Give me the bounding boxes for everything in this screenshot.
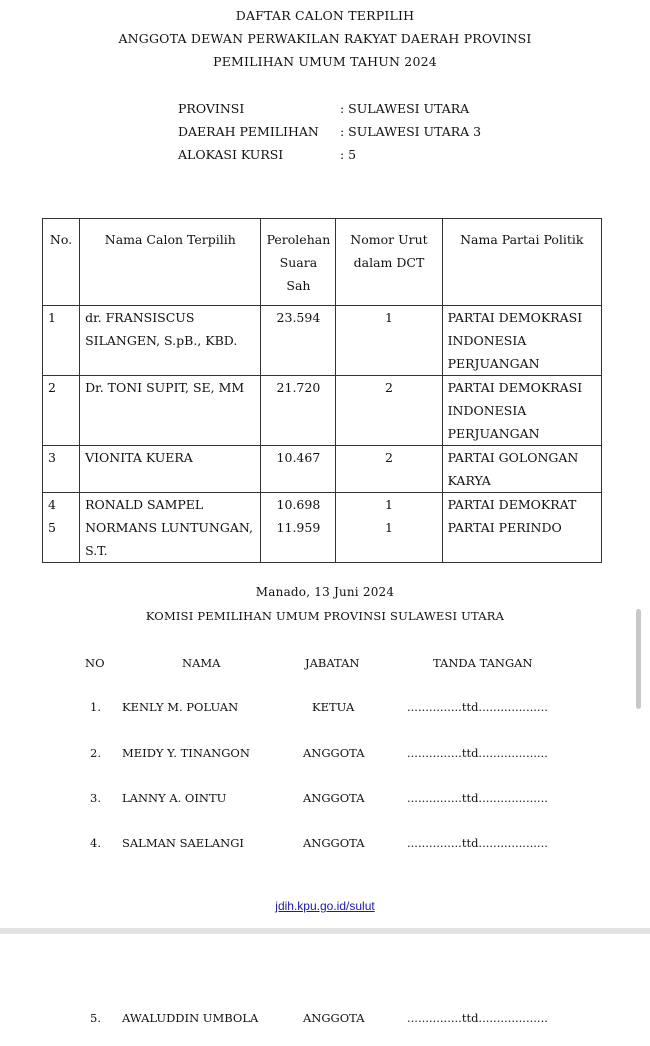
table-row <box>43 376 602 446</box>
jdih-link[interactable]: jdih.kpu.go.id/sulut <box>275 899 375 913</box>
sig-role: ANGGOTA <box>303 791 365 805</box>
info-value: : 5 <box>340 147 357 162</box>
sig-sign: ...............ttd................... <box>407 746 548 760</box>
sig-header-sign: TANDA TANGAN <box>433 656 533 670</box>
info-value: : SULAWESI UTARA 3 <box>340 124 482 139</box>
place-date: Manado, 13 Juni 2024 <box>255 585 395 599</box>
table-row <box>43 493 602 563</box>
cell-votes: 10.467 <box>261 446 336 493</box>
sig-role: ANGGOTA <box>303 746 365 760</box>
info-row-district <box>178 124 481 147</box>
scrollbar-thumb[interactable] <box>636 609 641 709</box>
info-block <box>178 101 481 170</box>
cell-no: 3 <box>43 446 80 493</box>
sig-no: 1. <box>90 700 101 714</box>
cell-votes: 21.720 <box>261 376 336 446</box>
sig-sign: ...............ttd................... <box>407 700 548 714</box>
sig-name: LANNY A. OINTU <box>122 791 227 805</box>
doc-title: DAFTAR CALON TERPILIH <box>235 8 415 23</box>
cell-name: VIONITA KUERA <box>80 446 261 493</box>
sig-header-role: JABATAN <box>305 656 360 670</box>
cell-no: 1 <box>43 306 80 376</box>
info-key: PROVINSI <box>178 101 245 116</box>
cell-name: Dr. TONI SUPIT, SE, MM <box>80 376 261 446</box>
cell-party: PARTAI DEMOKRASI INDONESIA PERJUANGAN <box>442 376 601 446</box>
sig-sign: ...............ttd................... <box>407 836 548 850</box>
info-row-seats <box>178 147 481 170</box>
col-header-no: No. <box>43 219 80 306</box>
sig-header-no: NO <box>85 656 105 670</box>
cell-votes-merged <box>261 493 336 563</box>
table-row <box>43 446 602 493</box>
col-header-votes: Perolehan Suara Sah <box>261 219 336 306</box>
col-header-party: Nama Partai Politik <box>442 219 601 306</box>
page-divider <box>0 928 650 934</box>
cell-dct-merged <box>336 493 442 563</box>
cell-votes: 10.698 <box>276 497 321 512</box>
sig-role: ANGGOTA <box>303 836 365 850</box>
info-row-province <box>178 101 481 124</box>
cell-party: PARTAI DEMOKRAT <box>447 497 577 512</box>
table-header-row <box>43 219 602 306</box>
sig-name: KENLY M. POLUAN <box>122 700 239 714</box>
cell-no: 2 <box>43 376 80 446</box>
sig-role: KETUA <box>312 700 355 714</box>
col-header-dct: Nomor Urut dalam DCT <box>336 219 442 306</box>
sig-name: MEIDY Y. TINANGON <box>122 746 250 760</box>
cell-party-merged <box>442 493 601 563</box>
commission-name: KOMISI PEMILIHAN UMUM PROVINSI SULAWESI UTARA <box>145 609 505 623</box>
sig-role: ANGGOTA <box>303 1011 365 1025</box>
cell-dct: 2 <box>336 376 442 446</box>
doc-election: PEMILIHAN UMUM TAHUN 2024 <box>213 54 437 69</box>
cell-votes: 23.594 <box>261 306 336 376</box>
col-header-name: Nama Calon Terpilih <box>80 219 261 306</box>
info-key: DAERAH PEMILIHAN <box>178 124 319 139</box>
sig-no: 3. <box>90 791 101 805</box>
sig-name: AWALUDDIN UMBOLA <box>122 1011 259 1025</box>
cell-name: NORMANS LUNTUNGAN, S.T. <box>85 520 253 558</box>
cell-name: dr. FRANSISCUS SILANGEN, S.pB., KBD. <box>80 306 261 376</box>
cell-name: RONALD SAMPEL <box>85 497 204 512</box>
sig-name: SALMAN SAELANGI <box>122 836 244 850</box>
doc-subtitle: ANGGOTA DEWAN PERWAKILAN RAKYAT DAERAH PROVINSI <box>118 31 532 46</box>
cell-party: PARTAI PERINDO <box>447 520 562 535</box>
sig-sign: ...............ttd................... <box>407 791 548 805</box>
info-value: : SULAWESI UTARA <box>340 101 470 116</box>
cell-dct: 2 <box>336 446 442 493</box>
info-key: ALOKASI KURSI <box>178 147 284 162</box>
cell-no: 4 <box>48 497 56 512</box>
sig-sign: ...............ttd................... <box>407 1011 548 1025</box>
sig-no: 4. <box>90 836 101 850</box>
cell-party: PARTAI DEMOKRASI INDONESIA PERJUANGAN <box>442 306 601 376</box>
sig-header-name: NAMA <box>182 656 221 670</box>
cell-dct: 1 <box>336 306 442 376</box>
sig-no: 5. <box>90 1011 101 1025</box>
cell-votes: 11.959 <box>276 520 321 535</box>
elected-candidates-table <box>42 218 602 563</box>
table-row <box>43 306 602 376</box>
cell-no: 5 <box>48 520 56 535</box>
cell-name-merged <box>80 493 261 563</box>
cell-dct: 1 <box>385 497 393 512</box>
sig-no: 2. <box>90 746 101 760</box>
cell-no-merged <box>43 493 80 563</box>
cell-dct: 1 <box>385 520 393 535</box>
cell-party: PARTAI GOLONGAN KARYA <box>442 446 601 493</box>
